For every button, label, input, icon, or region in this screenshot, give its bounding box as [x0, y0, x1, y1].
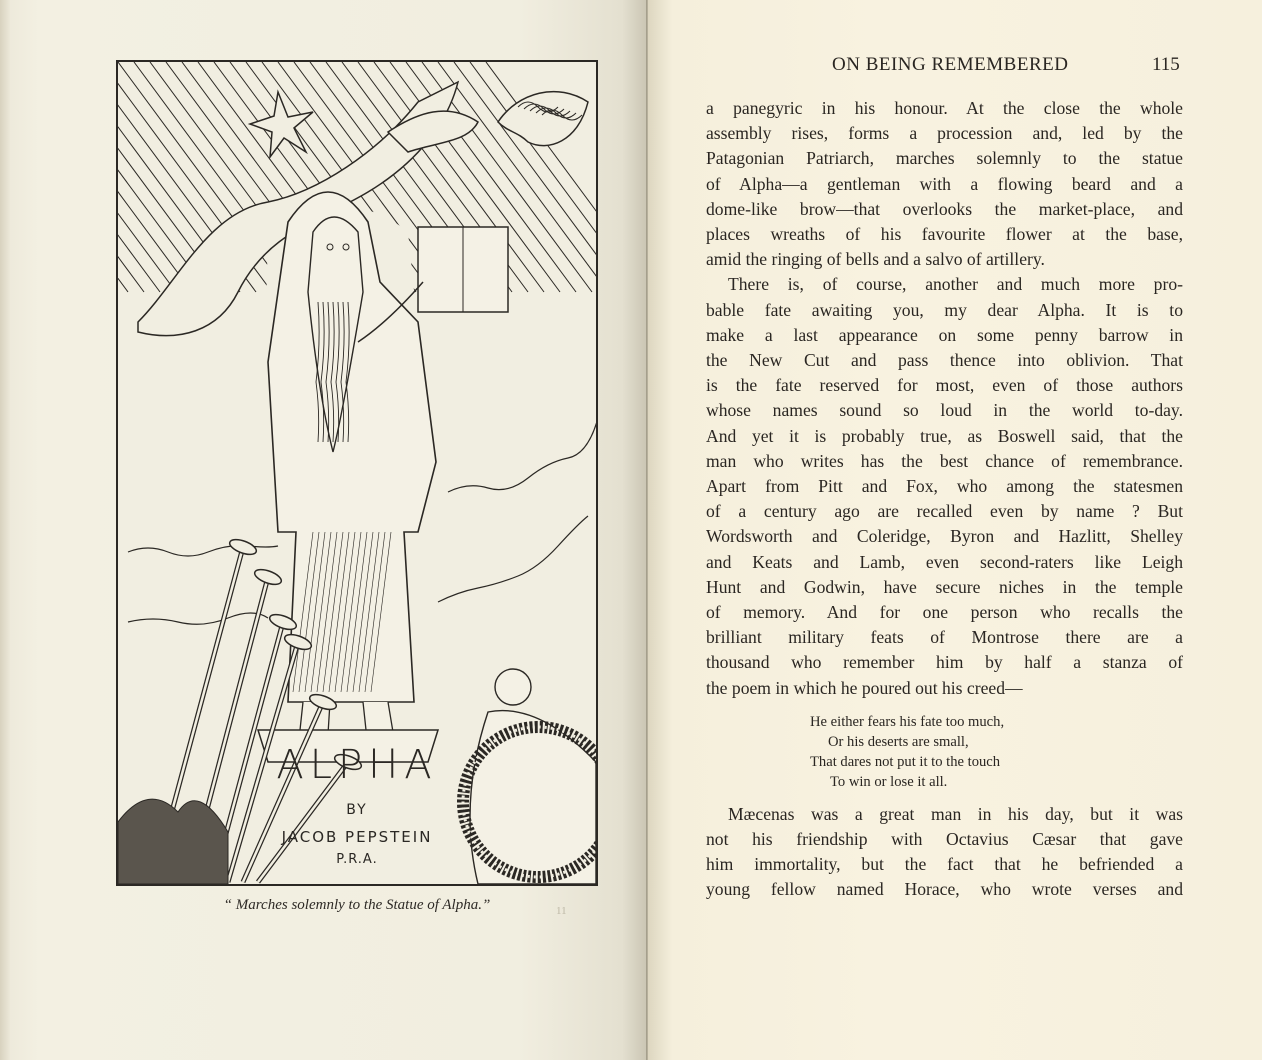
banner-middle: [388, 111, 478, 152]
kneeling-man-head: [495, 669, 531, 705]
running-head: ON BEING REMEMBERED: [832, 54, 1069, 75]
text-line: dome-like brow—that overlooks the market-place, and: [706, 198, 1183, 219]
cloud-line: [448, 418, 596, 492]
text-line: a panegyric in his honour. At the close the whole: [706, 98, 1183, 118]
illustration-honor: P.R.A.: [336, 852, 378, 867]
verse-line: Or his deserts are small,: [828, 733, 969, 750]
verse-line: He either fears his fate too much,: [810, 713, 1005, 730]
text-line: Apart from Pitt and Fox, who among the statesmen: [706, 476, 1183, 497]
illustration-title: ALPHA: [276, 742, 438, 788]
text-line: of memory. And for one person who recalls the: [706, 602, 1183, 623]
illustration-caption: “ Marches solemnly to the Statue of Alpha.”: [223, 897, 491, 913]
text-line: places wreaths of his favourite flower at the base,: [706, 224, 1183, 245]
illustration-frame: [116, 60, 598, 886]
text-line: not his friendship with Octavius Cæsar that gave: [706, 829, 1183, 850]
text-line: Mæcenas was a great man in his day, but it was: [728, 803, 1183, 824]
light-ray: [118, 62, 176, 292]
text-line: of a century ago are recalled even by name ? But: [706, 501, 1183, 522]
faint-page-mark: 11: [556, 905, 567, 917]
text-line: whose names sound so loud in the world to-day.: [706, 400, 1183, 421]
text-line: There is, of course, another and much more pro-: [728, 274, 1183, 295]
text-line: Patagonian Patriarch, marches solemnly to the statue: [706, 148, 1183, 169]
text-line: thousand who remember him by half a stanza of: [706, 652, 1183, 673]
text-line: and Keats and Lamb, even second-raters like Leigh: [706, 551, 1183, 572]
text-line: young fellow named Horace, who wrote verses and: [706, 879, 1183, 900]
text-line: him immortality, but the fact that he befriended a: [706, 854, 1183, 875]
page-number: 115: [1152, 54, 1180, 75]
illustration-artist: JACOB PEPSTEIN: [281, 828, 433, 846]
text-line: of Alpha—a gentleman with a flowing beard and a: [706, 173, 1183, 194]
text-line: amid the ringing of bells and a salvo of artillery.: [706, 249, 1045, 270]
verse-line: That dares not put it to the touch: [810, 753, 1001, 770]
light-ray: [118, 62, 144, 292]
text-line: brilliant military feats of Montrose there are a: [706, 627, 1183, 648]
text-line: is the fate reserved for most, even of those authors: [706, 375, 1183, 396]
text-line: make a last appearance on some penny barrow in: [706, 324, 1183, 345]
text-line: bable fate awaiting you, my dear Alpha. It is to: [706, 299, 1183, 320]
text-line: the poem in which he poured out his creed—: [706, 677, 1023, 698]
cloud-line: [128, 613, 268, 624]
statue-foot: [363, 702, 393, 732]
verse-quote: [810, 712, 1183, 792]
text-line: Wordsworth and Coleridge, Byron and Hazlitt, Shelley: [706, 526, 1183, 547]
illustration-by: BY: [346, 802, 368, 818]
text-line: assembly rises, forms a procession and, led by the: [706, 123, 1183, 144]
cloud-line: [438, 516, 588, 602]
text-line: the New Cut and pass thence into oblivion. That: [706, 350, 1183, 371]
text-line: And yet it is probably true, as Boswell said, that the: [706, 425, 1183, 446]
text-line: man who writes has the best chance of remembrance.: [706, 450, 1183, 471]
body-text: [706, 96, 1183, 903]
text-line: Hunt and Godwin, have secure niches in the temple: [706, 576, 1183, 597]
page-edge: [0, 0, 10, 1060]
verse-line: To win or lose it all.: [830, 773, 948, 790]
banner-right: [498, 92, 588, 146]
